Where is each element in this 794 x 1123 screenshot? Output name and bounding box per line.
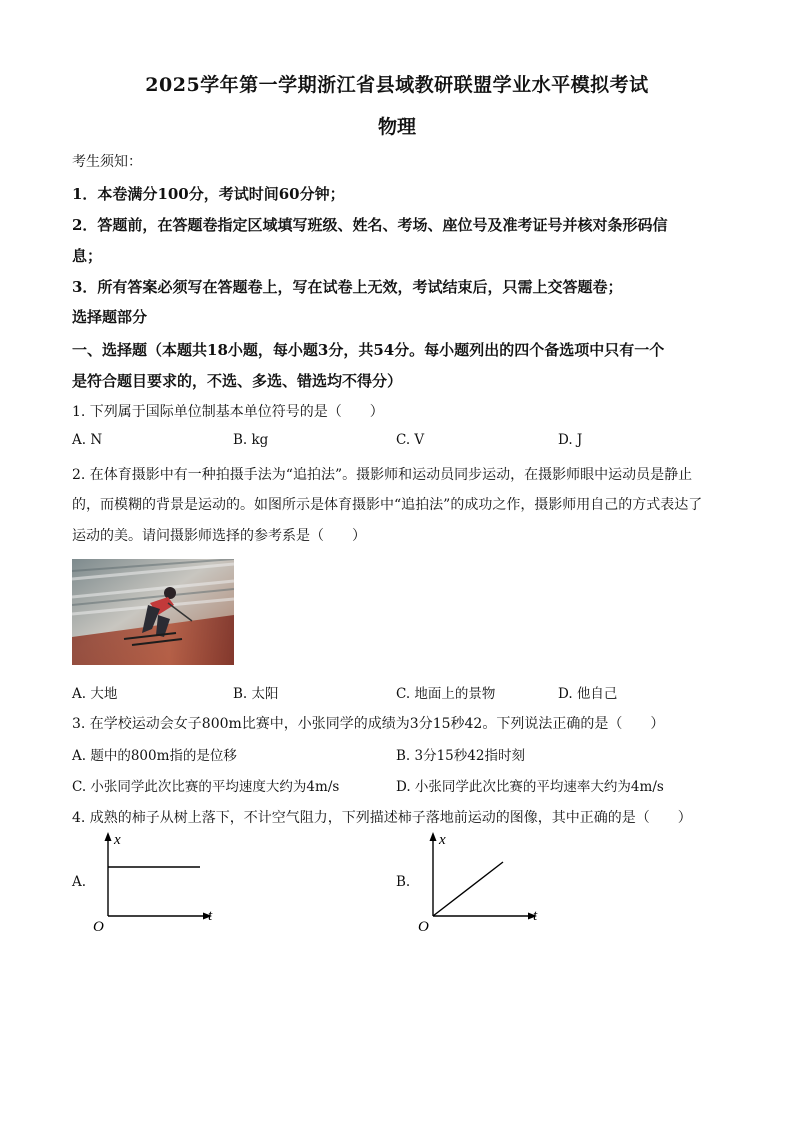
q4-graph-b-y-label: x	[439, 832, 446, 848]
q1-stem: 1. 下列属于国际单位制基本单位符号的是（ ）	[72, 404, 384, 420]
notice-item-2-cont: 息；	[72, 247, 103, 265]
q1-option-a: A. N	[72, 432, 103, 448]
section-heading-cont: 是符合题目要求的，不选、多选、错选均不得分）	[72, 372, 403, 390]
skier-photo	[72, 559, 234, 665]
q4-stem: 4. 成熟的柿子从树上落下，不计空气阻力，下列描述柿子落地前运动的图像，其中正确的是（ ）	[72, 810, 692, 826]
q1-option-c: C. V	[396, 432, 425, 448]
q3-option-d: D. 小张同学此次比赛的平均速率大约为4m/s	[396, 779, 664, 795]
q1-option-d: D. J	[558, 432, 583, 448]
q4-graph-b-origin: O	[418, 919, 429, 935]
notice-item-2: 2．答题前，在答题卷指定区域填写班级、姓名、考场、座位号及准考证号并核对条形码信	[72, 216, 668, 234]
section-heading: 一、选择题（本题共18小题，每小题3分，共54分。每小题列出的四个备选项中只有一个	[72, 341, 665, 359]
exam-title: 2025学年第一学期浙江省县域教研联盟学业水平模拟考试	[145, 74, 649, 96]
q2-option-a: A. 大地	[72, 686, 118, 702]
q3-option-b: B. 3分15秒42指时刻	[396, 748, 525, 764]
q2-stem-1: 2. 在体育摄影中有一种拍摄手法为“追拍法”。摄影师和运动员同步运动，在摄影师眼中运动员是静止	[72, 467, 693, 483]
section-part-label: 选择题部分	[72, 308, 148, 326]
q4-graph-b-label: B.	[396, 874, 411, 890]
notice-item-3: 3．所有答案必须写在答题卷上，写在试卷上无效，考试结束后，只需上交答题卷；	[72, 278, 623, 296]
q1-option-b: B. kg	[233, 432, 269, 448]
q4-graph-b	[413, 828, 553, 936]
notice-item-1: 1．本卷满分100分，考试时间60分钟；	[72, 185, 345, 203]
subject-title: 物理	[377, 116, 416, 138]
q2-option-b: B. 太阳	[233, 686, 279, 702]
q4-graph-a-label: A.	[72, 874, 87, 890]
q2-stem-3: 运动的美。请问摄影师选择的参考系是（ ）	[72, 528, 366, 544]
q2-option-c: C. 地面上的景物	[396, 686, 496, 702]
q4-graph-b-x-label: t	[533, 908, 538, 924]
q2-option-d: D. 他自己	[558, 686, 618, 702]
q3-option-a: A. 题中的800m指的是位移	[72, 748, 237, 764]
notice-heading: 考生须知：	[72, 154, 142, 170]
q3-stem: 3. 在学校运动会女子800m比赛中，小张同学的成绩为3分15秒42。下列说法正确的是（ ）	[72, 716, 665, 732]
q4-graph-a-x-label: t	[208, 908, 213, 924]
q4-graph-a	[88, 828, 228, 936]
q4-graph-a-y-label: x	[114, 832, 121, 848]
q3-option-c: C. 小张同学此次比赛的平均速度大约为4m/s	[72, 779, 340, 795]
q4-graph-a-origin: O	[93, 919, 104, 935]
q2-stem-2: 的，而模糊的背景是运动的。如图所示是体育摄影中“追拍法”的成功之作，摄影师用自己的方式表达了	[72, 497, 703, 513]
